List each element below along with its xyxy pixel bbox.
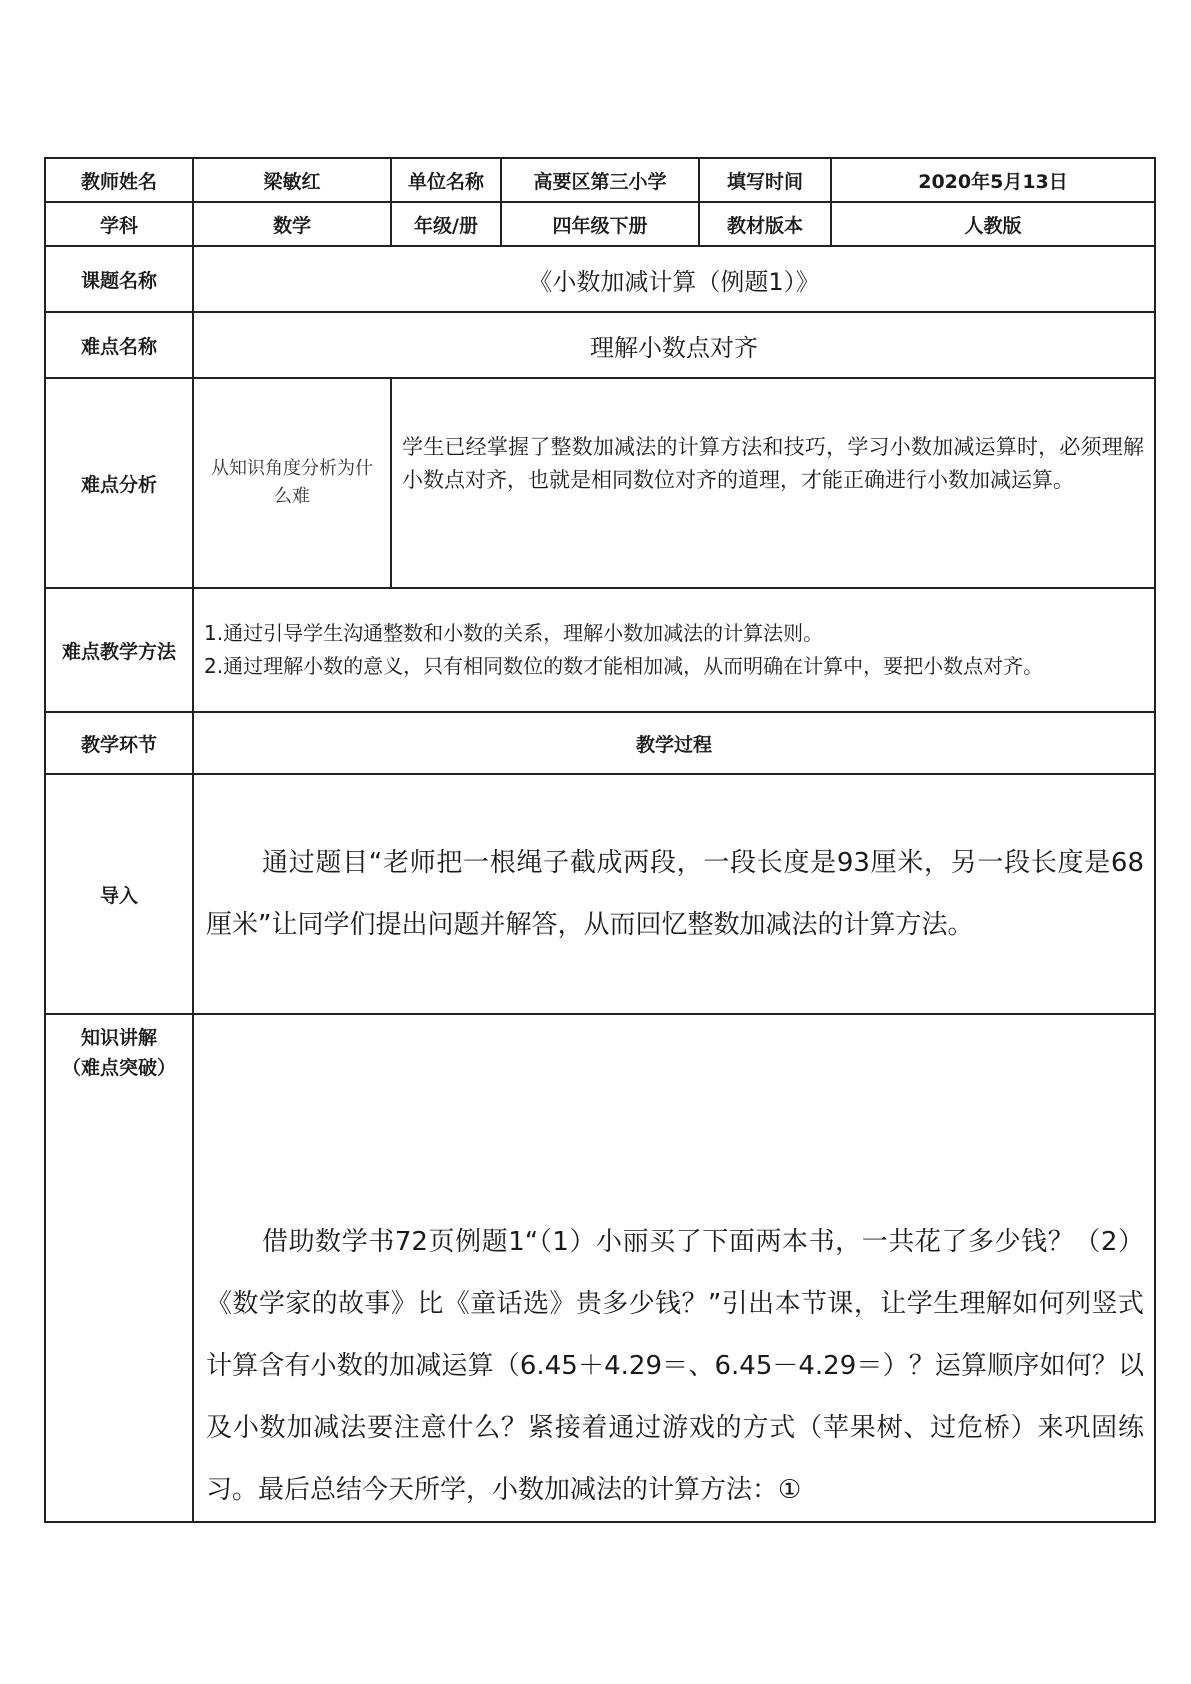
grade-label: 年级/册 [391, 202, 501, 246]
process-header-row [45, 712, 1155, 774]
intro-text: 通过题目“老师把一根绳子截成两段，一段长度是93厘米，另一段长度是68厘米”让同学们提出问题并解答，从而回忆整数加减法的计算方法。 [193, 774, 1155, 1014]
analysis-text: 学生已经掌握了整数加减法的计算方法和技巧，学习小数加减运算时，必须理解小数点对齐，也就是相同数位对齐的道理，才能正确进行小数加减运算。 [391, 378, 1155, 588]
subject-label: 学科 [45, 202, 193, 246]
knowledge-text: 借助数学书72页例题1“（1）小丽买了下面两本书，一共花了多少钱？（2）《数学家的故事》比《童话选》贵多少钱？”引出本节课，让学生理解如何列竖式计算含有小数的加减运算（6.45＋4.29＝、6.45－4.29＝）？运算顺序如何？以及小数加减法要注意什么？紧接着通过游戏的方式（苹果树、过危桥）来巩固练习。最后总结今天所学，小数加减法的计算方法：① [193, 1014, 1155, 1522]
method-item-1: 1.通过引导学生沟通整数和小数的关系，理解小数加减法的计算法则。 [204, 621, 824, 645]
difficulty-label: 难点名称 [45, 312, 193, 378]
analysis-sub-label: 从知识角度分析为什么难 [193, 378, 391, 588]
knowledge-label-line1: 知识讲解 [80, 1027, 157, 1049]
teacher-value: 梁敏红 [193, 158, 391, 202]
method-item-2: 2.通过理解小数的意义，只有相同数位的数才能相加减，从而明确在计算中，要把小数点对齐。 [204, 654, 1044, 678]
knowledge-label-line2: （难点突破） [61, 1057, 176, 1079]
subject-value: 数学 [193, 202, 391, 246]
intro-row [45, 774, 1155, 1014]
analysis-row [45, 378, 1155, 588]
edition-value: 人教版 [831, 202, 1155, 246]
teacher-label: 教师姓名 [45, 158, 193, 202]
method-cell [193, 588, 1155, 712]
intro-label: 导入 [45, 774, 193, 1014]
process-label: 教学环节 [45, 712, 193, 774]
date-label: 填写时间 [699, 158, 831, 202]
lesson-plan-table [44, 157, 1156, 1523]
header-row-2 [45, 202, 1155, 246]
topic-value: 《小数加减计算（例题1）》 [193, 246, 1155, 312]
analysis-label: 难点分析 [45, 378, 193, 588]
lesson-plan-sheet [44, 157, 1154, 1523]
header-row-1 [45, 158, 1155, 202]
unit-label: 单位名称 [391, 158, 501, 202]
difficulty-row [45, 312, 1155, 378]
knowledge-label [45, 1014, 193, 1522]
difficulty-value: 理解小数点对齐 [193, 312, 1155, 378]
topic-label: 课题名称 [45, 246, 193, 312]
method-row [45, 588, 1155, 712]
date-value: 2020年5月13日 [831, 158, 1155, 202]
grade-value: 四年级下册 [501, 202, 699, 246]
process-value: 教学过程 [193, 712, 1155, 774]
edition-label: 教材版本 [699, 202, 831, 246]
topic-row [45, 246, 1155, 312]
knowledge-row [45, 1014, 1155, 1522]
unit-value: 高要区第三小学 [501, 158, 699, 202]
method-label: 难点教学方法 [45, 588, 193, 712]
